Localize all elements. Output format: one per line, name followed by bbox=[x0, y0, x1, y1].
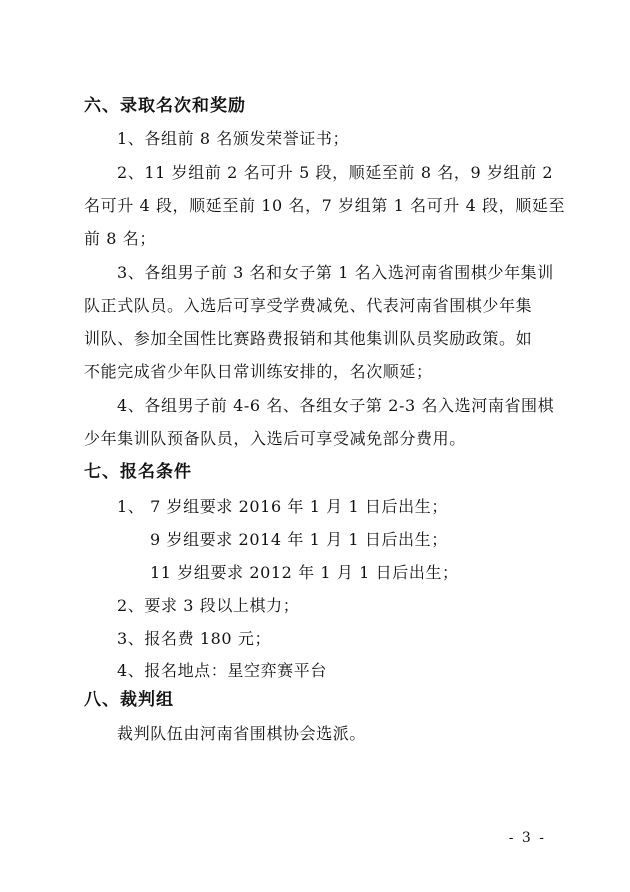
paragraph-line: 4、报名地点：星空弈赛平台 bbox=[117, 661, 327, 680]
paragraph-line: 2、11 岁组前 2 名可升 5 段，顺延至前 8 名，9 岁组前 2 bbox=[117, 163, 554, 182]
paragraph-line: 1、 7 岁组要求 2016 年 1 月 1 日后出生； bbox=[117, 497, 448, 516]
section-heading-referees: 八、裁判组 bbox=[84, 690, 174, 710]
section-heading-awards: 六、录取名次和奖励 bbox=[84, 96, 246, 116]
paragraph-line: 9 岁组要求 2014 年 1 月 1 日后出生； bbox=[150, 530, 448, 549]
paragraph-line: 不能完成省少年队日常训练安排的，名次顺延； bbox=[84, 362, 433, 381]
paragraph-line: 4、各组男子前 4-6 名、各组女子第 2-3 名入选河南省围棋 bbox=[117, 396, 555, 415]
paragraph-line: 2、要求 3 段以上棋力； bbox=[117, 596, 300, 615]
paragraph-line: 裁判队伍由河南省围棋协会选派。 bbox=[117, 724, 367, 743]
paragraph-line: 3、报名费 180 元； bbox=[117, 629, 272, 648]
paragraph-line: 名可升 4 段，顺延至前 10 名，7 岁组第 1 名可升 4 段，顺延至 bbox=[84, 196, 566, 215]
paragraph-line: 3、各组男子前 3 名和女子第 1 名入选河南省围棋少年集训 bbox=[117, 263, 554, 282]
page-number: - 3 - bbox=[508, 830, 546, 846]
paragraph-line: 队正式队员。入选后可享受学费减免、代表河南省围棋少年集 bbox=[84, 296, 533, 315]
paragraph-line: 训队、参加全国性比赛路费报销和其他集训队员奖励政策。如 bbox=[84, 329, 533, 348]
paragraph-line: 1、各组前 8 名颁发荣誉证书； bbox=[117, 129, 350, 148]
section-heading-registration: 七、报名条件 bbox=[84, 462, 192, 482]
paragraph-line: 前 8 名； bbox=[84, 229, 156, 248]
paragraph-line: 少年集训队预备队员，入选后可享受减免部分费用。 bbox=[84, 429, 466, 448]
paragraph-line: 11 岁组要求 2012 年 1 月 1 日后出生； bbox=[150, 563, 459, 582]
